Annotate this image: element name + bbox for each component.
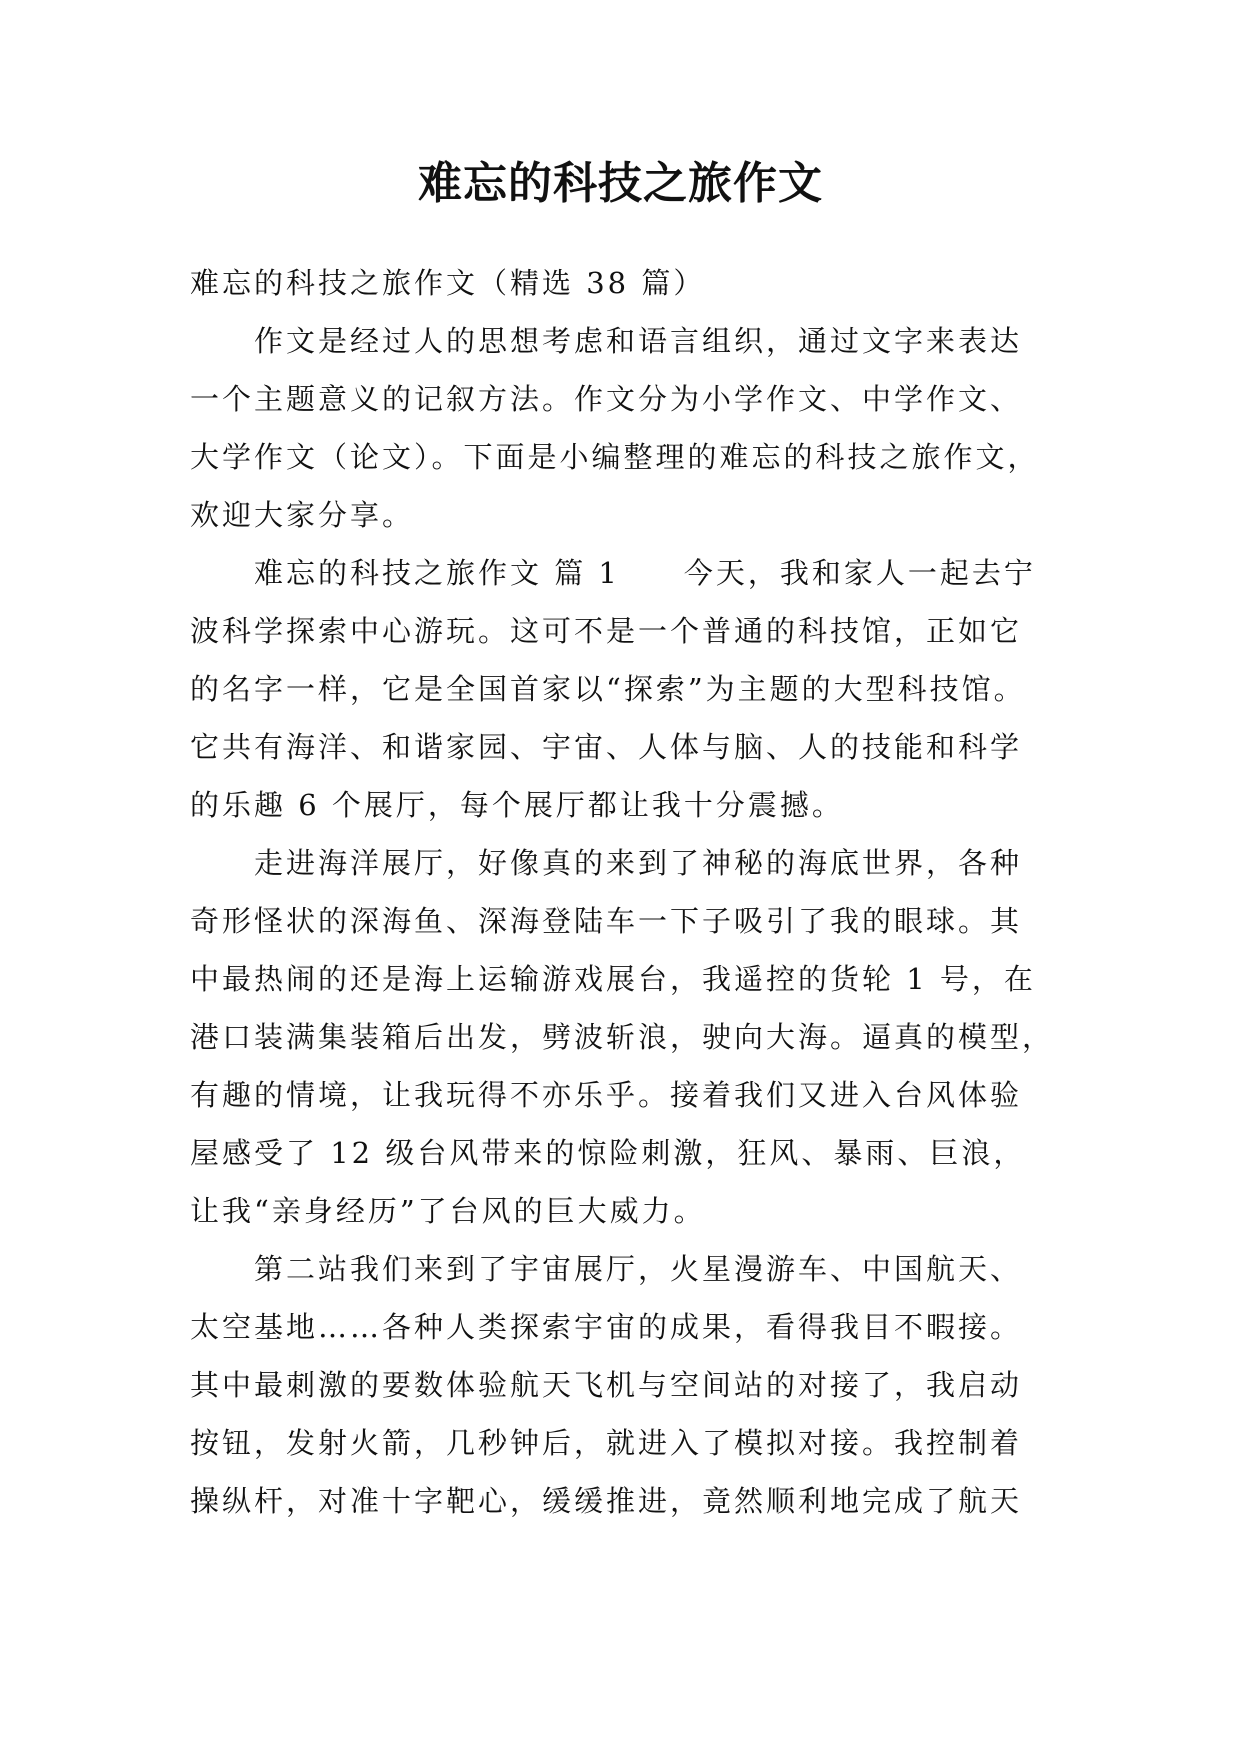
body-line: 让我“亲身经历”了台风的巨大威力。 xyxy=(190,1194,706,1228)
body-line: 的名字一样，它是全国首家以“探索”为主题的大型科技馆。 xyxy=(190,672,1026,706)
body-line: 港口装满集装箱后出发，劈波斩浪，驶向大海。逼真的模型， xyxy=(190,1020,1055,1054)
body-line: 大学作文（论文）。下面是小编整理的难忘的科技之旅作文， xyxy=(190,440,1040,474)
document-title: 难忘的科技之旅作文 xyxy=(418,158,823,209)
body-line: 第二站我们来到了宇宙展厅，火星漫游车、中国航天、 xyxy=(190,1252,1023,1286)
body-line: 奇形怪状的深海鱼、深海登陆车一下子吸引了我的眼球。其 xyxy=(190,904,1023,938)
body-line: 它共有海洋、和谐家园、宇宙、人体与脑、人的技能和科学 xyxy=(190,730,1023,764)
body-line: 中最热闹的还是海上运输游戏展台，我遥控的货轮 1 号，在 xyxy=(190,962,1036,996)
body-line: 按钮，发射火箭，几秒钟后，就进入了模拟对接。我控制着 xyxy=(190,1426,1023,1460)
body-line: 的乐趣 6 个展厅，每个展厅都让我十分震撼。 xyxy=(190,788,844,822)
body-line: 一个主题意义的记叙方法。作文分为小学作文、中学作文、 xyxy=(190,382,1023,416)
body-line: 波科学探索中心游玩。这可不是一个普通的科技馆，正如它 xyxy=(190,614,1023,648)
body-line: 走进海洋展厅，好像真的来到了神秘的海底世界，各种 xyxy=(190,846,1023,880)
body-line: 太空基地……各种人类探索宇宙的成果，看得我目不暇接。 xyxy=(190,1310,1023,1344)
body-line: 操纵杆，对准十字靶心，缓缓推进，竟然顺利地完成了航天 xyxy=(190,1484,1023,1518)
body-line: 有趣的情境，让我玩得不亦乐乎。接着我们又进入台风体验 xyxy=(190,1078,1023,1112)
body-line: 欢迎大家分享。 xyxy=(190,498,415,532)
body-line: 其中最刺激的要数体验航天飞机与空间站的对接了，我启动 xyxy=(190,1368,1023,1402)
subtitle-line: 难忘的科技之旅作文（精选 38 篇） xyxy=(190,266,706,300)
body-line: 难忘的科技之旅作文 篇 1 今天，我和家人一起去宁 xyxy=(190,556,1036,590)
body-line: 屋感受了 12 级台风带来的惊险刺激，狂风、暴雨、巨浪， xyxy=(190,1136,1026,1170)
document-body xyxy=(190,254,1060,1530)
body-line: 作文是经过人的思想考虑和语言组织，通过文字来表达 xyxy=(190,324,1023,358)
